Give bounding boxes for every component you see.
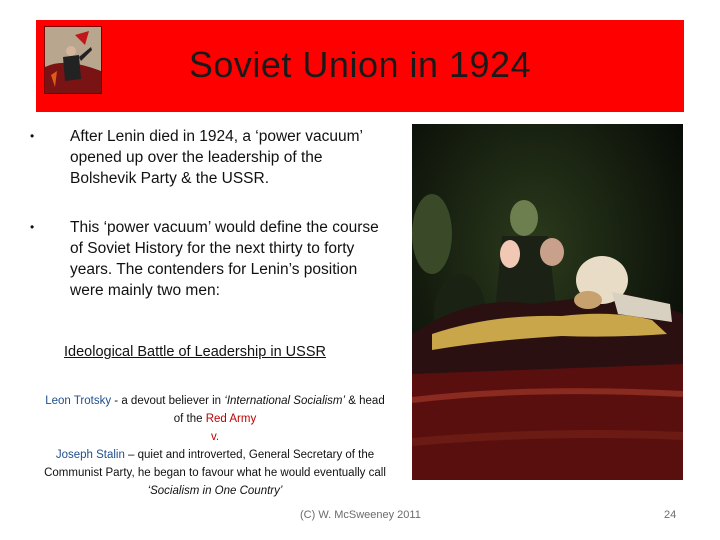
lenin-lying-in-state-photo-icon <box>412 124 683 480</box>
page-title: Soviet Union in 1924 <box>188 44 532 85</box>
page-number: 24 <box>664 509 677 521</box>
red-army-label: Red Army <box>205 413 257 425</box>
trotsky-quote: ‘International Socialism’ <box>224 395 346 407</box>
versus-label: v. <box>210 431 220 443</box>
trotsky-description-2: & head of the <box>173 395 385 425</box>
contenders-text <box>40 392 390 500</box>
bullet-text: This ‘power vacuum’ would define the course of Soviet History for the next thirty to forty years. The contenders for Lenin’s position were mainly two men: <box>70 219 379 299</box>
bullet-list <box>30 126 380 329</box>
stalin-name: Joseph Stalin <box>55 449 125 461</box>
section-subheading: Ideological Battle of Leadership in USSR <box>64 344 326 360</box>
stalin-paragraph <box>40 446 390 500</box>
trotsky-paragraph <box>40 392 390 428</box>
bullet-dot-icon: • <box>30 129 35 143</box>
bullet-item <box>30 126 380 189</box>
bullet-text: After Lenin died in 1924, a ‘power vacuum’ opened up over the leadership of the Bolshevik Party & the USSR. <box>70 128 363 187</box>
stalin-description: – quiet and introverted, General Secretary of the Communist Party, he began to favour what he would eventually call <box>44 449 386 479</box>
bullet-dot-icon: • <box>30 220 35 234</box>
lenin-portrait-thumbnail-icon <box>44 26 102 94</box>
stalin-quote: ‘Socialism in One Country’ <box>147 485 283 497</box>
trotsky-separator: - <box>111 395 122 407</box>
bullet-item <box>30 217 380 301</box>
footer-credit: (C) W. McSweeney 2011 <box>300 509 421 521</box>
trotsky-name: Leon Trotsky <box>45 395 112 407</box>
trotsky-description: a devout believer in <box>121 395 225 407</box>
